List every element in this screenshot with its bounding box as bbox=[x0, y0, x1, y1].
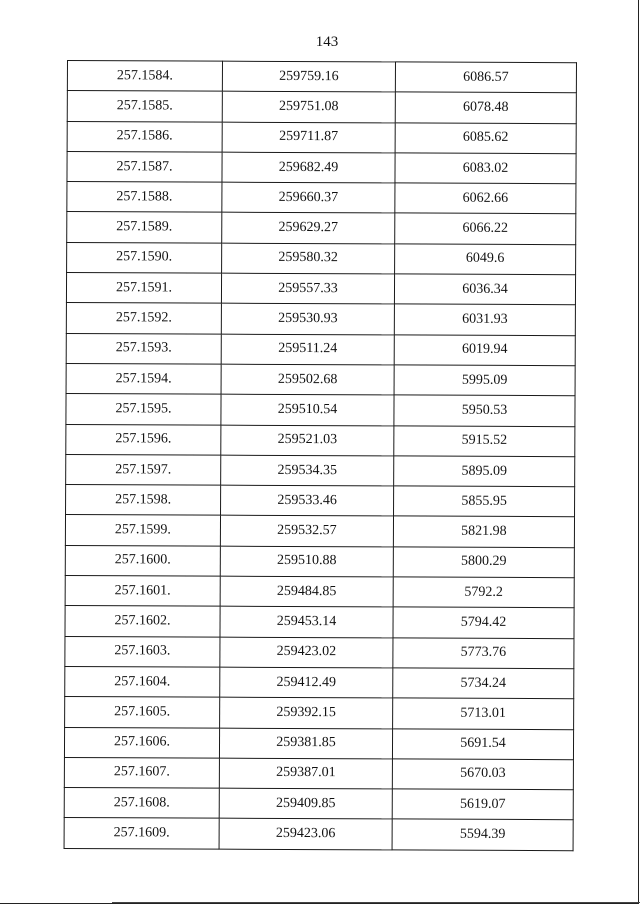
table-row bbox=[65, 545, 574, 578]
table-row bbox=[66, 454, 575, 487]
x-coordinate-cell: 259381.85 bbox=[219, 728, 392, 759]
y-coordinate-cell: 5792.2 bbox=[393, 577, 574, 608]
y-coordinate-cell: 5734.24 bbox=[393, 668, 574, 699]
point-id-cell: 257.1603. bbox=[65, 636, 220, 667]
point-id-cell: 257.1605. bbox=[65, 697, 220, 728]
x-coordinate-cell: 259392.15 bbox=[220, 697, 393, 728]
point-id-cell: 257.1587. bbox=[67, 151, 222, 182]
y-coordinate-cell: 6036.34 bbox=[394, 274, 575, 305]
x-coordinate-cell: 259629.27 bbox=[222, 213, 395, 244]
y-coordinate-cell: 5800.29 bbox=[393, 547, 574, 578]
point-id-cell: 257.1585. bbox=[67, 91, 222, 122]
x-coordinate-cell: 259510.88 bbox=[220, 546, 393, 577]
point-id-cell: 257.1596. bbox=[66, 424, 221, 455]
x-coordinate-cell: 259532.57 bbox=[220, 516, 393, 547]
y-coordinate-cell: 5670.03 bbox=[392, 759, 573, 790]
y-coordinate-cell: 6083.02 bbox=[395, 153, 576, 184]
point-id-cell: 257.1609. bbox=[64, 818, 219, 849]
point-id-cell: 257.1588. bbox=[67, 182, 222, 213]
table-row bbox=[67, 212, 576, 245]
y-coordinate-cell: 5855.95 bbox=[394, 486, 575, 517]
point-id-cell: 257.1592. bbox=[66, 303, 221, 334]
y-coordinate-cell: 6085.62 bbox=[395, 123, 576, 154]
table-row bbox=[66, 485, 575, 518]
table-row bbox=[65, 576, 574, 609]
x-coordinate-cell: 259534.35 bbox=[221, 455, 394, 486]
point-id-cell: 257.1601. bbox=[65, 576, 220, 607]
point-id-cell: 257.1593. bbox=[66, 333, 221, 364]
y-coordinate-cell: 6078.48 bbox=[395, 92, 576, 123]
table-row bbox=[64, 788, 573, 821]
y-coordinate-cell: 5619.07 bbox=[392, 789, 573, 820]
y-coordinate-cell: 5594.39 bbox=[392, 819, 573, 850]
point-id-cell: 257.1608. bbox=[64, 788, 219, 819]
point-id-cell: 257.1606. bbox=[64, 727, 219, 758]
y-coordinate-cell: 5895.09 bbox=[394, 456, 575, 487]
y-coordinate-cell: 6049.6 bbox=[395, 244, 576, 275]
table-row bbox=[67, 242, 576, 275]
table-row bbox=[67, 151, 576, 184]
x-coordinate-cell: 259423.02 bbox=[220, 637, 393, 668]
table-row bbox=[64, 727, 573, 760]
x-coordinate-cell: 259510.54 bbox=[221, 394, 394, 425]
x-coordinate-cell: 259409.85 bbox=[219, 788, 392, 819]
coordinates-table-body bbox=[64, 61, 576, 851]
point-id-cell: 257.1598. bbox=[66, 485, 221, 516]
x-coordinate-cell: 259557.33 bbox=[221, 273, 394, 304]
table-row bbox=[64, 757, 573, 790]
table-row bbox=[65, 515, 574, 548]
point-id-cell: 257.1589. bbox=[67, 212, 222, 243]
table-row bbox=[66, 394, 575, 427]
point-id-cell: 257.1584. bbox=[67, 61, 222, 92]
coordinates-table bbox=[64, 60, 577, 851]
point-id-cell: 257.1586. bbox=[67, 121, 222, 152]
y-coordinate-cell: 5773.76 bbox=[393, 638, 574, 669]
x-coordinate-cell: 259711.87 bbox=[222, 122, 395, 153]
table-row bbox=[67, 182, 576, 215]
table-row bbox=[65, 636, 574, 669]
point-id-cell: 257.1597. bbox=[66, 454, 221, 485]
y-coordinate-cell: 6066.22 bbox=[395, 213, 576, 244]
y-coordinate-cell: 5691.54 bbox=[392, 728, 573, 759]
y-coordinate-cell: 6019.94 bbox=[394, 335, 575, 366]
x-coordinate-cell: 259423.06 bbox=[219, 819, 392, 850]
x-coordinate-cell: 259533.46 bbox=[221, 485, 394, 516]
point-id-cell: 257.1594. bbox=[66, 363, 221, 394]
y-coordinate-cell: 6086.57 bbox=[395, 62, 576, 93]
point-id-cell: 257.1590. bbox=[67, 242, 222, 273]
x-coordinate-cell: 259521.03 bbox=[221, 425, 394, 456]
point-id-cell: 257.1599. bbox=[65, 515, 220, 546]
y-coordinate-cell: 6062.66 bbox=[395, 183, 576, 214]
x-coordinate-cell: 259580.32 bbox=[222, 243, 395, 274]
y-coordinate-cell: 5915.52 bbox=[394, 425, 575, 456]
x-coordinate-cell: 259453.14 bbox=[220, 607, 393, 638]
table-row bbox=[65, 606, 574, 639]
point-id-cell: 257.1595. bbox=[66, 394, 221, 425]
y-coordinate-cell: 5821.98 bbox=[393, 516, 574, 547]
table-row bbox=[66, 273, 575, 306]
y-coordinate-cell: 5995.09 bbox=[394, 365, 575, 396]
y-coordinate-cell: 5794.42 bbox=[393, 607, 574, 638]
x-coordinate-cell: 259511.24 bbox=[221, 334, 394, 365]
x-coordinate-cell: 259387.01 bbox=[219, 758, 392, 789]
x-coordinate-cell: 259412.49 bbox=[220, 667, 393, 698]
table-row bbox=[65, 666, 574, 699]
y-coordinate-cell: 6031.93 bbox=[394, 304, 575, 335]
table-row bbox=[65, 697, 574, 730]
x-coordinate-cell: 259751.08 bbox=[222, 91, 395, 122]
point-id-cell: 257.1602. bbox=[65, 606, 220, 637]
x-coordinate-cell: 259682.49 bbox=[222, 152, 395, 183]
table-row bbox=[67, 121, 576, 154]
point-id-cell: 257.1607. bbox=[64, 757, 219, 788]
x-coordinate-cell: 259660.37 bbox=[222, 182, 395, 213]
y-coordinate-cell: 5950.53 bbox=[394, 395, 575, 426]
table-row bbox=[66, 363, 575, 396]
x-coordinate-cell: 259502.68 bbox=[221, 364, 394, 395]
table-row bbox=[66, 424, 575, 457]
bottom-rule bbox=[112, 902, 640, 903]
point-id-cell: 257.1591. bbox=[66, 273, 221, 304]
y-coordinate-cell: 5713.01 bbox=[393, 698, 574, 729]
x-coordinate-cell: 259759.16 bbox=[222, 61, 395, 92]
point-id-cell: 257.1600. bbox=[65, 545, 220, 576]
table-row bbox=[66, 303, 575, 336]
page-number: 143 bbox=[315, 34, 339, 50]
x-coordinate-cell: 259530.93 bbox=[221, 304, 394, 335]
table-row bbox=[66, 333, 575, 366]
table-row bbox=[64, 818, 573, 851]
point-id-cell: 257.1604. bbox=[65, 666, 220, 697]
table-row bbox=[67, 61, 576, 94]
table-row bbox=[67, 91, 576, 124]
x-coordinate-cell: 259484.85 bbox=[220, 576, 393, 607]
